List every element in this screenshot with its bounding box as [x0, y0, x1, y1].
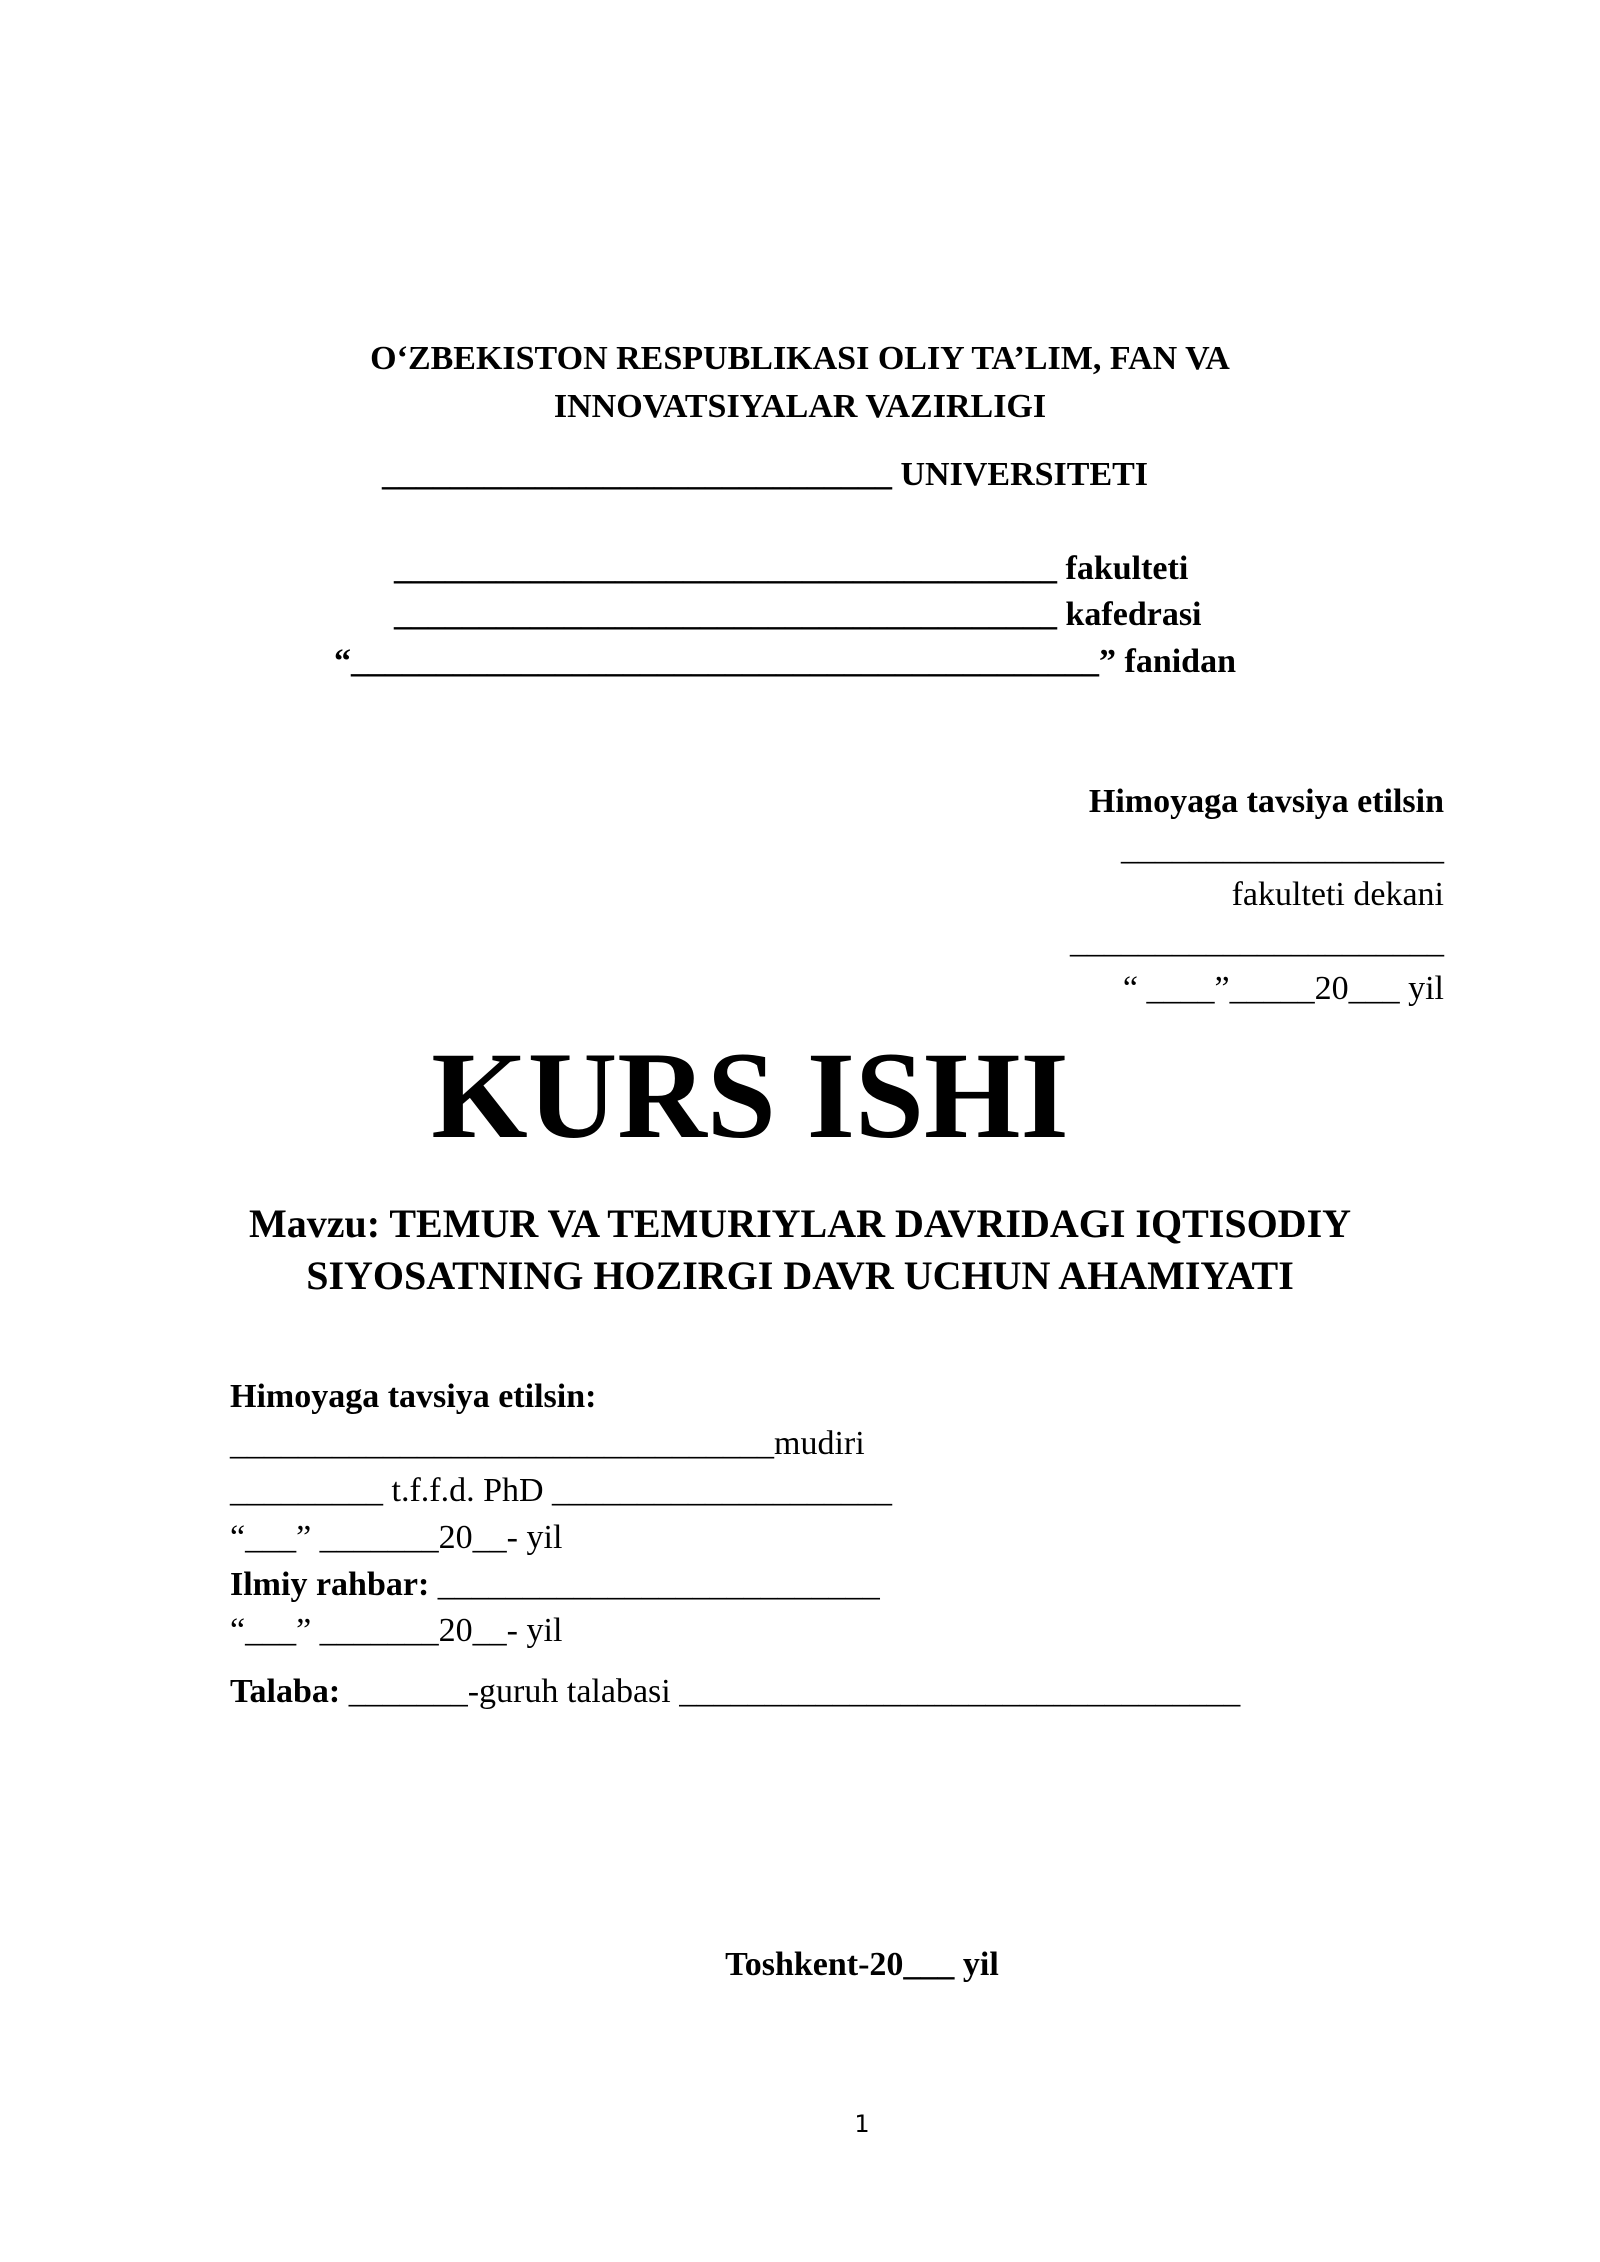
date-line-1: “___” _______20__- yil: [230, 1519, 563, 1556]
dean-label: fakulteti dekani: [1231, 876, 1444, 913]
topic-line-1: Mavzu: TEMUR VA TEMURIYLAR DAVRIDAGI IQTISODIY: [248, 1201, 1352, 1246]
page-number: 1: [854, 2110, 870, 2138]
supervisor-line: [230, 1568, 880, 1602]
student-line: [230, 1675, 1240, 1709]
head-blank: ________________________________: [230, 1425, 774, 1462]
approval-top-blank-1: ___________________: [1121, 830, 1444, 867]
head-label: mudiri: [774, 1425, 865, 1462]
student-info: _______-guruh talabasi _________________________________: [340, 1673, 1241, 1710]
approval-top-heading: Himoyaga tavsiya etilsin: [1088, 783, 1444, 820]
ministry-line-2: INNOVATSIYALAR VAZIRLIGI: [553, 388, 1047, 425]
document-title: KURS ISHI: [431, 1027, 1069, 1164]
date-line-2: “___” _______20__- yil: [230, 1612, 563, 1649]
topic-line-2: SIYOSATNING HOZIRGI DAVR UCHUN AHAMIYATI: [306, 1253, 1294, 1298]
university-line: ______________________________ UNIVERSITETI: [382, 456, 1149, 493]
ministry-line-1: O‘ZBEKISTON RESPUBLIKASI OLIY TA’LIM, FAN VA: [370, 340, 1230, 377]
supervisor-blank: __________________________: [429, 1566, 880, 1603]
department-line: _______________________________________ kafedrasi: [394, 596, 1202, 633]
approval-top-date: “ ____”_____20___ yil: [1122, 970, 1444, 1007]
approval-top-blank-2: ______________________: [1070, 923, 1444, 960]
head-line: [230, 1427, 865, 1461]
supervisor-label: Ilmiy rahbar:: [230, 1566, 430, 1603]
faculty-line: _______________________________________ fakulteti: [394, 550, 1189, 587]
city-year: Toshkent-20___ yil: [725, 1946, 999, 1983]
approval-bottom-heading: Himoyaga tavsiya etilsin:: [230, 1378, 597, 1415]
degree-line: _________ t.f.f.d. PhD ____________________: [230, 1472, 893, 1509]
student-label: Talaba:: [230, 1673, 341, 1710]
subject-line: “____________________________________________” fanidan: [334, 643, 1236, 680]
